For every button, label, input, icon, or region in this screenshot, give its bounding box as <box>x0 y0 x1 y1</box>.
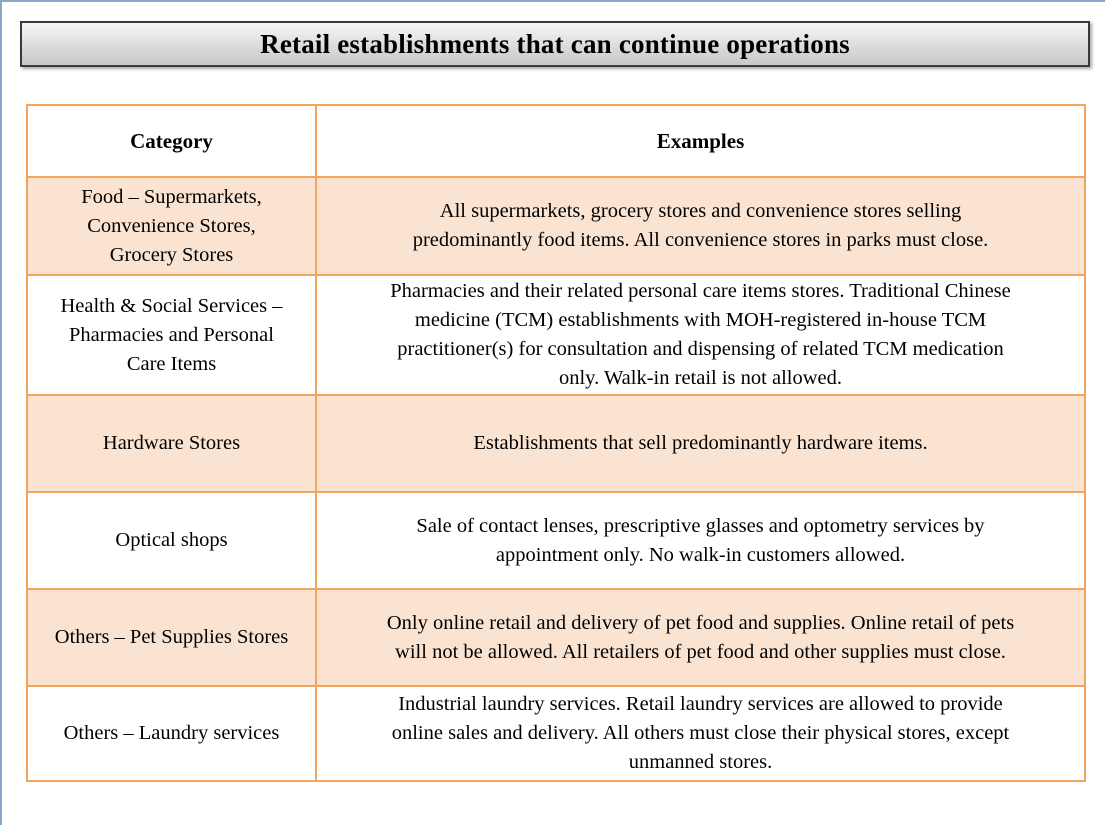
example-line: online sales and delivery. All others must close their physical stores, except <box>391 722 1010 744</box>
category-cell <box>27 492 316 589</box>
table-row <box>27 589 1085 686</box>
title-banner <box>20 21 1090 67</box>
header-examples: Examples <box>316 105 1085 177</box>
table-row <box>27 395 1085 492</box>
example-line: Only online retail and delivery of pet food and supplies. Online retail of pets <box>386 611 1015 634</box>
category-line: Hardware Stores <box>102 432 241 454</box>
example-line: Sale of contact lenses, prescriptive glasses and optometry services by <box>416 514 985 537</box>
category-line: Others – Pet Supplies Stores <box>54 626 289 648</box>
example-line: All supermarkets, grocery stores and convenience stores selling <box>439 200 962 222</box>
category-cell <box>27 275 316 395</box>
frame-left-border <box>0 0 2 825</box>
example-line: unmanned stores. <box>628 751 773 773</box>
category-cell <box>27 395 316 492</box>
example-line: will not be allowed. All retailers of pet food and other supplies must close. <box>395 640 1006 663</box>
category-line: Pharmacies and Personal <box>69 323 274 346</box>
table-header-row <box>27 105 1085 177</box>
example-line: Pharmacies and their related personal care items stores. Traditional Chinese <box>390 280 1011 302</box>
example-line: only. Walk-in retail is not allowed. <box>558 367 843 389</box>
frame-top-border <box>0 0 1105 2</box>
examples-cell <box>316 275 1085 395</box>
category-cell <box>27 177 316 275</box>
category-line: Grocery Stores <box>109 243 234 266</box>
examples-cell <box>316 395 1085 492</box>
category-line: Optical shops <box>115 529 228 551</box>
page-title: Retail establishments that can continue operations <box>260 28 850 59</box>
category-line: Care Items <box>126 352 217 375</box>
example-line: Establishments that sell predominantly hardware items. <box>473 432 928 454</box>
category-line: Health & Social Services – <box>60 294 283 317</box>
category-cell <box>27 589 316 686</box>
category-cell <box>27 686 316 781</box>
table-row <box>27 686 1085 781</box>
category-line: Food – Supermarkets, <box>81 185 262 208</box>
table-row <box>27 492 1085 589</box>
examples-cell <box>316 686 1085 781</box>
example-line: practitioner(s) for consultation and dispensing of related TCM medication <box>397 338 1004 360</box>
examples-cell <box>316 492 1085 589</box>
examples-cell <box>316 589 1085 686</box>
table-row <box>27 177 1085 275</box>
example-line: medicine (TCM) establishments with MOH-registered in-house TCM <box>414 309 987 331</box>
header-category: Category <box>27 105 316 177</box>
example-line: appointment only. No walk-in customers allowed. <box>495 543 906 566</box>
examples-cell <box>316 177 1085 275</box>
table-row <box>27 275 1085 395</box>
category-line: Others – Laundry services <box>63 722 280 744</box>
category-line: Convenience Stores, <box>87 214 256 237</box>
example-line: predominantly food items. All convenience stores in parks must close. <box>412 229 989 251</box>
example-line: Industrial laundry services. Retail laundry services are allowed to provide <box>398 693 1003 715</box>
retail-establishments-table <box>26 104 1086 782</box>
